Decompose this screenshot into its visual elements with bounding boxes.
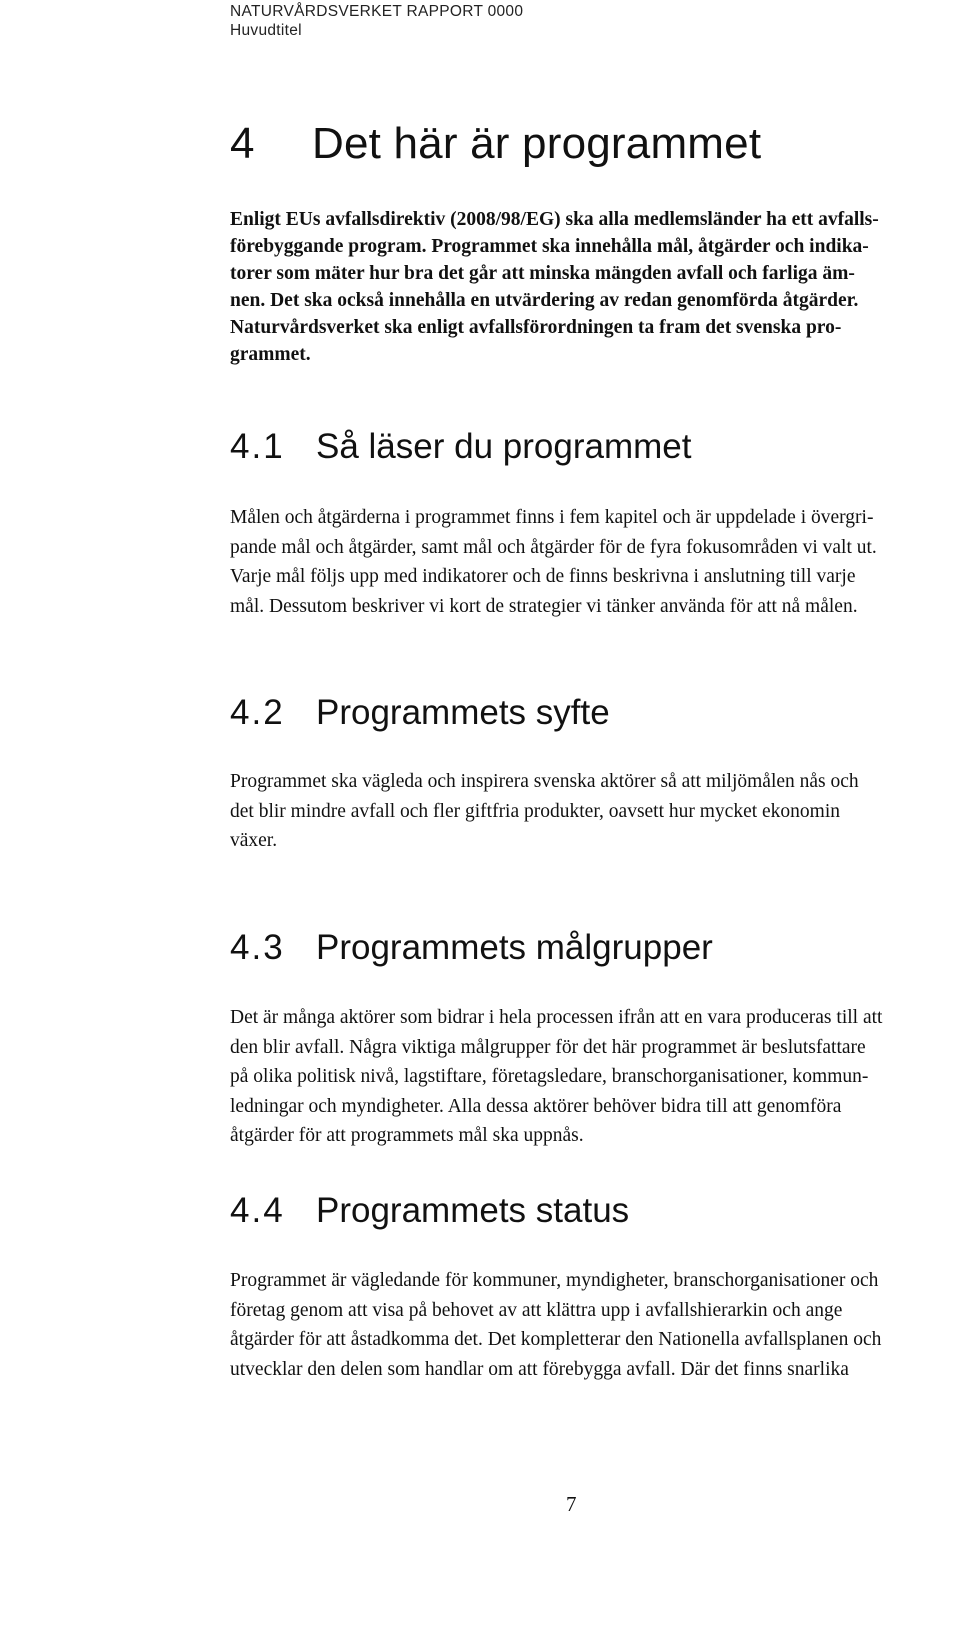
- section-number: 4.1: [230, 427, 285, 466]
- page-number: 7: [566, 1492, 577, 1516]
- section-number: 4.3: [230, 928, 285, 967]
- body-line: åtgärder för att åstadkomma det. Det kompletterar den Nationella avfallsplanen och: [230, 1329, 882, 1350]
- section-body-4-1: [230, 503, 930, 621]
- intro-line: nen. Det ska också innehålla en utvärdering av redan genomförda åtgärder.: [230, 290, 859, 311]
- body-line: Programmet är vägledande för kommuner, myndigheter, branschorganisationer och: [230, 1270, 879, 1291]
- body-line: ledningar och myndigheter. Alla dessa aktörer behöver bidra till att genomföra: [230, 1095, 842, 1117]
- intro-line: förebyggande program. Programmet ska innehålla mål, åtgärder och indika-: [230, 236, 869, 257]
- body-line: den blir avfall. Några viktiga målgrupper för det här programmet är beslutsfattare: [230, 1036, 866, 1058]
- section-number: 4.4: [230, 1191, 285, 1230]
- report-series-label: NATURVÅRDSVERKET RAPPORT 0000: [230, 3, 524, 20]
- section-heading-4-4: [230, 1190, 930, 1232]
- intro-paragraph: [230, 206, 930, 368]
- section-title: Så läser du programmet: [316, 427, 692, 466]
- intro-line: Enligt EUs avfallsdirektiv (2008/98/EG) ska alla medlemsländer ha ett avfalls-: [230, 209, 879, 230]
- report-main-title-label: Huvudtitel: [230, 22, 302, 39]
- section-body-4-4: [230, 1266, 930, 1384]
- body-line: pande mål och åtgärder, samt mål och åtgärder för de fyra fokusområden vi valt ut.: [230, 536, 877, 558]
- running-head: [230, 2, 790, 40]
- intro-line: Naturvårdsverket ska enligt avfallsförordningen ta fram det svenska pro-: [230, 317, 842, 338]
- body-line: utvecklar den delen som handlar om att förebygga avfall. Där det finns snarlika: [230, 1358, 849, 1380]
- section-heading-4-3: [230, 927, 930, 969]
- body-line: det blir mindre avfall och fler giftfria produkter, oavsett hur mycket ekonomin: [230, 800, 841, 822]
- intro-line: grammet.: [230, 344, 311, 365]
- section-heading-4-2: [230, 692, 930, 734]
- section-number: 4.2: [230, 693, 285, 732]
- body-line: åtgärder för att programmets mål ska uppnås.: [230, 1125, 584, 1146]
- section-heading-4-1: [230, 426, 930, 468]
- section-body-4-2: [230, 767, 930, 856]
- section-title: Programmets målgrupper: [316, 928, 713, 967]
- section-title: Programmets status: [316, 1191, 630, 1230]
- intro-line: torer som mäter hur bra det går att minska mängden avfall och farliga äm-: [230, 263, 855, 284]
- body-line: Målen och åtgärderna i programmet finns i fem kapitel och är uppdelade i övergri-: [230, 507, 874, 528]
- body-line: Programmet ska vägleda och inspirera svenska aktörer så att miljömålen nås och: [230, 771, 859, 792]
- body-line: på olika politisk nivå, lagstiftare, företagsledare, branschorganisationer, kommun-: [230, 1066, 869, 1087]
- section-body-4-3: [230, 1003, 930, 1151]
- body-line: Varje mål följs upp med indikatorer och de finns beskrivna i anslutning till varje: [230, 566, 856, 587]
- body-line: företag genom att visa på behovet av att klättra upp i avfallshierarkin och ange: [230, 1299, 843, 1321]
- body-line: Det är många aktörer som bidrar i hela processen ifrån att en vara produceras till att: [230, 1007, 883, 1028]
- chapter-heading: [230, 118, 930, 170]
- body-line: växer.: [230, 830, 278, 851]
- section-title: Programmets syfte: [316, 693, 610, 732]
- chapter-title: Det här är programmet: [312, 119, 762, 168]
- chapter-number: 4: [230, 119, 255, 168]
- body-line: mål. Dessutom beskriver vi kort de strategier vi tänker använda för att nå målen.: [230, 595, 858, 617]
